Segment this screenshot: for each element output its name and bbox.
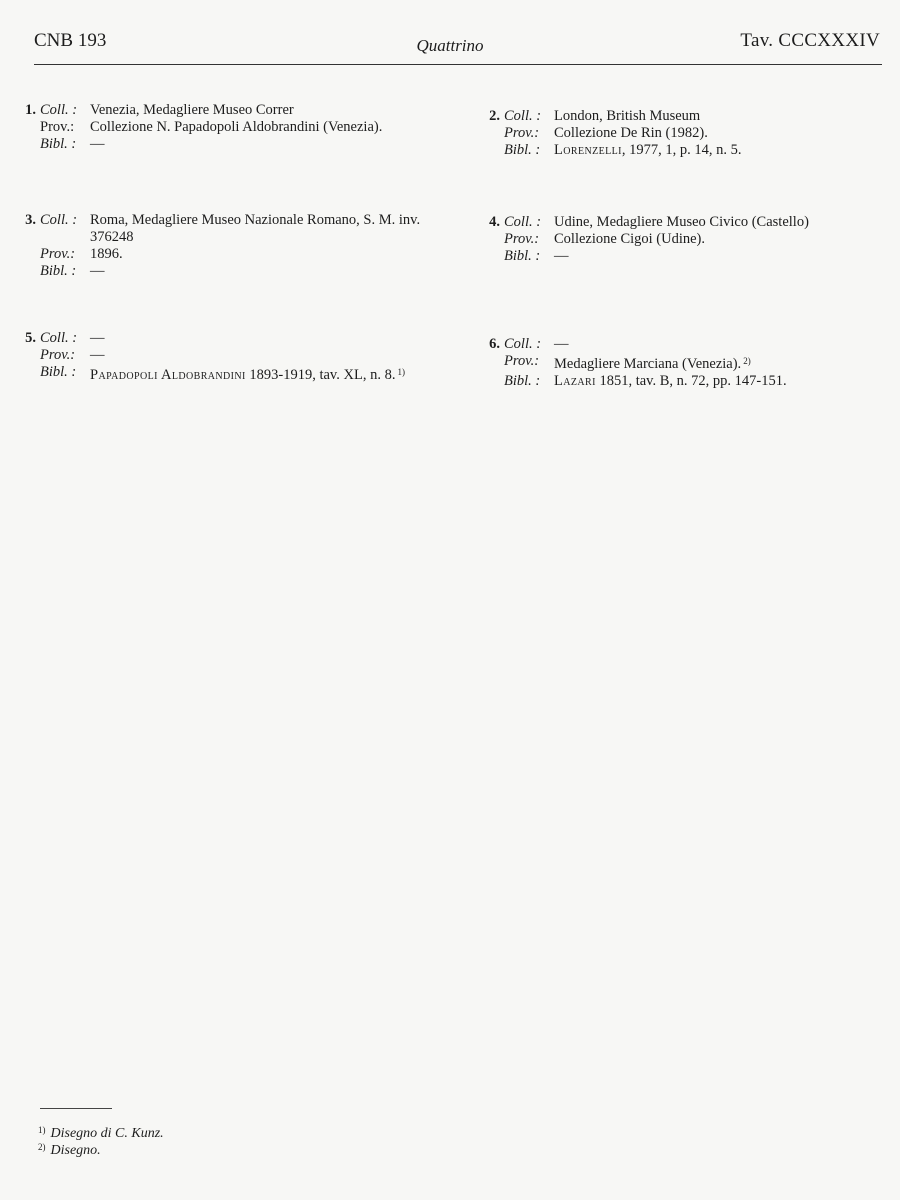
bibl-value: —	[90, 263, 105, 279]
entry-number: 3.	[25, 212, 36, 228]
entry-number: 6.	[489, 336, 500, 352]
bibl-author: Lazari	[554, 373, 596, 389]
entry-number: 4.	[489, 214, 500, 230]
footnote-ref: 2)	[743, 356, 751, 366]
bibl-label: Bibl. :	[504, 142, 541, 158]
footnote-text: Disegno di C. Kunz.	[50, 1126, 164, 1141]
prov-value: Collezione N. Papadopoli Aldobrandini (Venezia).	[90, 119, 383, 135]
catalog-entry-3	[14, 212, 434, 280]
plate-number: Tav. CCCXXXIV	[740, 30, 880, 51]
footnote-mark: 1)	[38, 1125, 46, 1135]
bibl-value	[90, 364, 434, 384]
coll-label: Coll. :	[504, 336, 542, 352]
catalog-entry-6	[478, 336, 883, 390]
coll-value: Udine, Medagliere Museo Civico (Castello)	[554, 214, 809, 230]
bibl-label: Bibl. :	[40, 263, 77, 279]
bibl-label: Bibl. :	[504, 248, 541, 264]
coll-value: —	[554, 336, 569, 352]
coll-label: Coll. :	[40, 212, 78, 228]
bibl-reference: 1893-1919, tav. XL, n. 8.	[245, 367, 396, 383]
page-title: Quattrino	[416, 36, 484, 55]
entry-number: 2.	[489, 108, 500, 124]
footnote-2	[38, 1142, 101, 1159]
prov-text: Medagliere Marciana (Venezia).	[554, 356, 742, 372]
page-code: CNB 193	[34, 30, 107, 51]
bibl-author: Papadopoli Aldobrandini	[90, 367, 246, 383]
catalog-entry-2	[478, 108, 878, 159]
coll-value: London, British Museum	[554, 108, 701, 124]
bibl-value: —	[554, 248, 569, 264]
catalog-entry-5	[14, 330, 434, 384]
bibl-reference: , 1977, 1, p. 14, n. 5.	[621, 142, 742, 158]
coll-label: Coll. :	[504, 108, 542, 124]
coll-value: Roma, Medagliere Museo Nazionale Romano, S. M. inv. 376248	[90, 212, 421, 245]
bibl-label: Bibl. :	[504, 373, 541, 389]
bibl-value	[554, 373, 883, 390]
prov-value: 1896.	[90, 246, 123, 262]
entry-number: 1.	[25, 102, 36, 118]
bibl-label: Bibl. :	[40, 136, 77, 152]
coll-value: Venezia, Medagliere Museo Correr	[90, 102, 294, 118]
coll-label: Coll. :	[504, 214, 542, 230]
coll-label: Coll. :	[40, 102, 78, 118]
bibl-reference: 1851, tav. B, n. 72, pp. 147-151.	[595, 373, 787, 389]
footnote-rule	[40, 1108, 112, 1109]
bibl-value: —	[90, 136, 105, 152]
prov-value: —	[90, 347, 105, 363]
bibl-author: Lorenzelli	[554, 142, 622, 158]
entry-number: 5.	[25, 330, 36, 346]
bibl-label: Bibl. :	[40, 364, 77, 380]
prov-label: Prov.:	[504, 353, 540, 369]
coll-label: Coll. :	[40, 330, 78, 346]
prov-value: Collezione De Rin (1982).	[554, 125, 708, 141]
coll-value: —	[90, 330, 105, 346]
footnote-ref: 1)	[397, 367, 405, 377]
prov-value	[554, 353, 883, 373]
prov-label: Prov.:	[40, 347, 76, 363]
footnote-mark: 2)	[38, 1142, 46, 1152]
prov-label: Prov.:	[504, 231, 540, 247]
catalog-entry-1	[14, 102, 454, 153]
prov-label: Prov.:	[504, 125, 540, 141]
footnote-1	[38, 1125, 164, 1142]
catalog-entry-4	[478, 214, 883, 265]
header-rule	[34, 64, 882, 65]
bibl-value	[554, 142, 878, 159]
prov-label: Prov.:	[40, 246, 76, 262]
prov-label: Prov.:	[40, 119, 75, 135]
footnote-text: Disegno.	[50, 1143, 101, 1158]
prov-value: Collezione Cigoi (Udine).	[554, 231, 706, 247]
